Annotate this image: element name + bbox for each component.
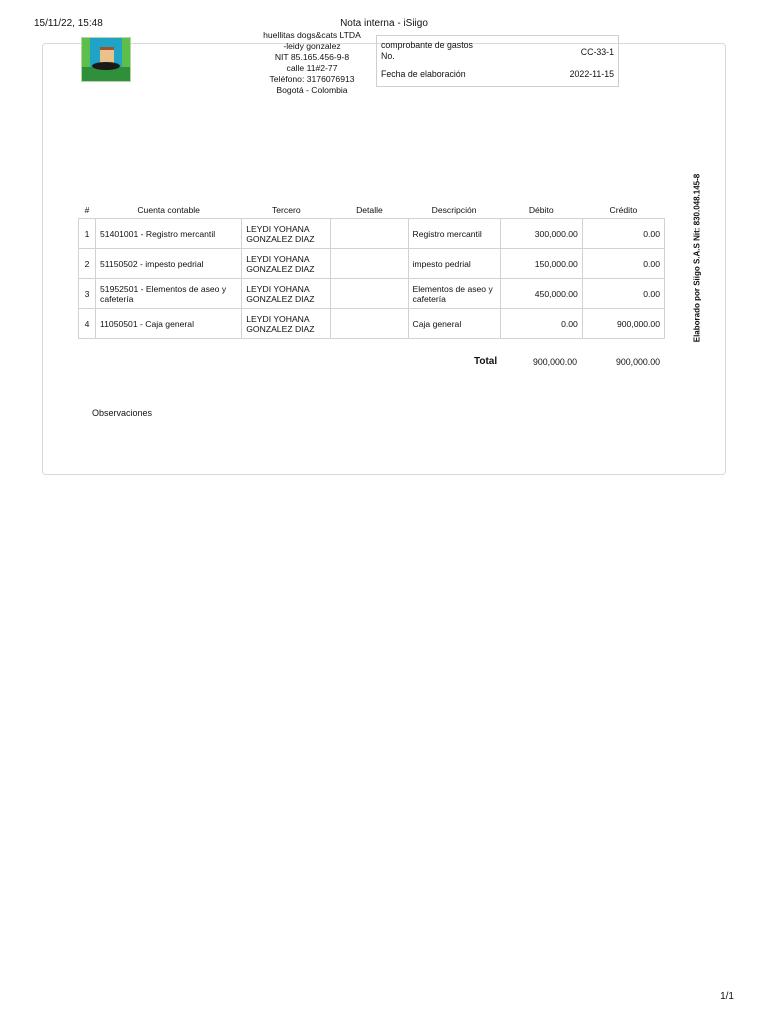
company-name: huellitas dogs&cats LTDA bbox=[263, 30, 361, 40]
table-row bbox=[79, 279, 665, 309]
company-address: calle 11#2-77 bbox=[286, 63, 338, 73]
ledger-table bbox=[78, 201, 665, 339]
siigo-side-note: Elaborado por Siigo S.A.S Nit: 830.048.145-8 bbox=[692, 173, 702, 343]
row-detail bbox=[331, 279, 408, 309]
row-account: 11050501 - Caja general bbox=[96, 309, 242, 339]
table-row bbox=[79, 219, 665, 249]
col-header-number: # bbox=[84, 204, 90, 215]
row-description: impesto pedrial bbox=[408, 249, 500, 279]
company-phone: Teléfono: 3176076913 bbox=[269, 74, 355, 84]
row-number: 4 bbox=[79, 309, 96, 339]
page-title: Nota interna - iSiigo bbox=[340, 18, 428, 29]
col-header-description: Descripción bbox=[431, 204, 477, 215]
table-header-row bbox=[79, 201, 665, 219]
voucher-type-label: comprobante de gastos No. bbox=[381, 40, 473, 61]
voucher-date-label: Fecha de elaboración bbox=[381, 69, 466, 79]
row-detail bbox=[331, 309, 408, 339]
total-debit: 900,000.00 bbox=[532, 357, 577, 367]
row-account: 51150502 - impesto pedrial bbox=[96, 249, 242, 279]
row-debit: 450,000.00 bbox=[500, 279, 582, 309]
total-credit: 900,000.00 bbox=[615, 357, 660, 367]
company-info bbox=[250, 30, 374, 96]
voucher-box bbox=[376, 35, 619, 87]
row-number: 3 bbox=[79, 279, 96, 309]
print-date: 15/11/22, 15:48 bbox=[34, 18, 103, 29]
row-debit: 300,000.00 bbox=[500, 219, 582, 249]
row-credit: 900,000.00 bbox=[582, 309, 664, 339]
company-city: Bogotá - Colombia bbox=[276, 85, 348, 95]
company-nit: NIT 85.165.456-9-8 bbox=[274, 52, 350, 62]
row-credit: 0.00 bbox=[582, 249, 664, 279]
company-owner: -leidy gonzalez bbox=[283, 41, 341, 51]
row-credit: 0.00 bbox=[582, 279, 664, 309]
col-header-debit: Débito bbox=[528, 204, 554, 215]
row-account: 51401001 - Registro mercantil bbox=[96, 219, 242, 249]
row-detail bbox=[331, 219, 408, 249]
col-header-third-party: Tercero bbox=[271, 204, 301, 215]
row-detail bbox=[331, 249, 408, 279]
row-debit: 0.00 bbox=[500, 309, 582, 339]
row-third-party: LEYDI YOHANA GONZALEZ DIAZ bbox=[242, 249, 331, 279]
row-third-party: LEYDI YOHANA GONZALEZ DIAZ bbox=[242, 279, 331, 309]
row-description: Caja general bbox=[408, 309, 500, 339]
row-third-party: LEYDI YOHANA GONZALEZ DIAZ bbox=[242, 309, 331, 339]
row-third-party: LEYDI YOHANA GONZALEZ DIAZ bbox=[242, 219, 331, 249]
row-account: 51952501 - Elementos de aseo y cafetería bbox=[96, 279, 242, 309]
row-number: 2 bbox=[79, 249, 96, 279]
page-number: 1/1 bbox=[720, 991, 734, 1002]
table-row bbox=[79, 249, 665, 279]
col-header-account: Cuenta contable bbox=[137, 204, 200, 215]
total-label: Total bbox=[474, 356, 498, 367]
row-description: Registro mercantil bbox=[408, 219, 500, 249]
voucher-date: 2022-11-15 bbox=[569, 69, 614, 79]
voucher-number: CC-33-1 bbox=[580, 47, 614, 57]
row-debit: 150,000.00 bbox=[500, 249, 582, 279]
observations-label: Observaciones bbox=[92, 408, 153, 418]
col-header-detail: Detalle bbox=[356, 204, 383, 215]
row-number: 1 bbox=[79, 219, 96, 249]
row-description: Elementos de aseo y cafetería bbox=[408, 279, 500, 309]
row-credit: 0.00 bbox=[582, 219, 664, 249]
company-logo bbox=[81, 37, 131, 82]
table-row bbox=[79, 309, 665, 339]
col-header-credit: Crédito bbox=[609, 204, 638, 215]
